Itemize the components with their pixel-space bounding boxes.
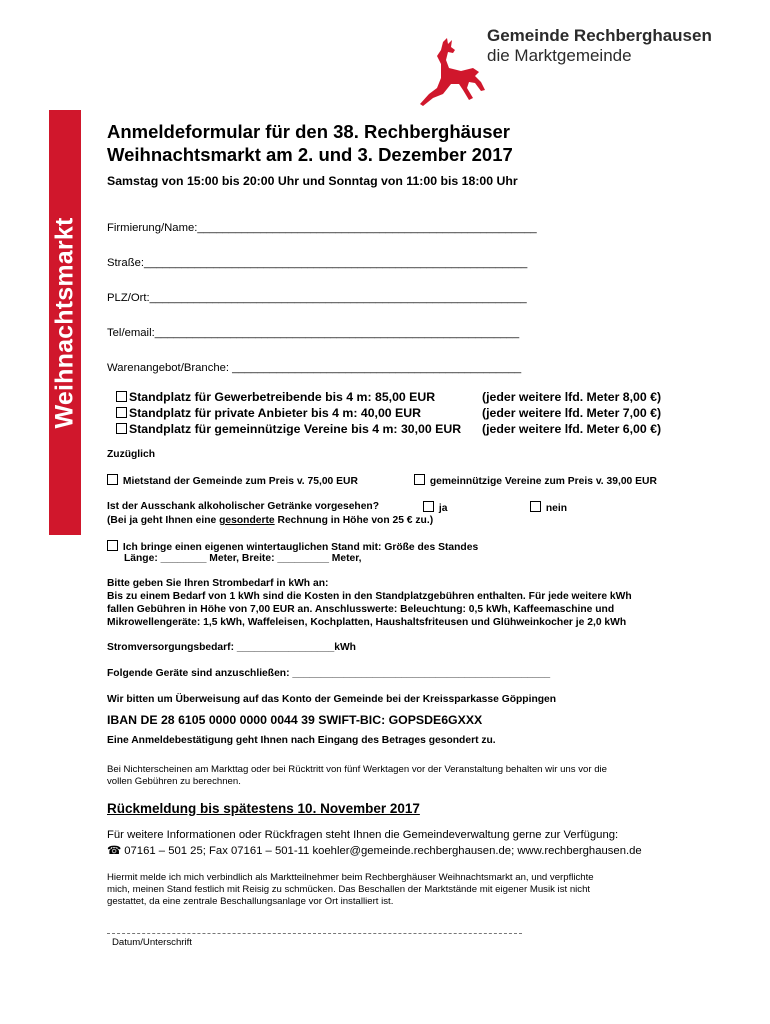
- checkbox[interactable]: [107, 540, 118, 551]
- ausschank-nein-option[interactable]: nein: [530, 501, 567, 514]
- phone-icon: ☎: [107, 845, 122, 857]
- cancel-line-2: vollen Gebühren zu berechnen.: [107, 776, 241, 787]
- standplatz-option-1[interactable]: Standplatz für Gewerbetreibende bis 4 m: 85,00 EUR: [116, 390, 435, 404]
- standplatz-extra-3: (jeder weitere lfd. Meter 6,00 €): [482, 422, 662, 436]
- eigener-stand-option[interactable]: Ich bringe einen eigenen wintertauglichen Stand mit: Größe des Standes: [107, 540, 478, 553]
- signature-line[interactable]: [107, 933, 522, 934]
- geraete-field[interactable]: Folgende Geräte sind anzuschließen: _____________________________________________: [107, 668, 551, 679]
- strombedarf-field[interactable]: Stromversorgungsbedarf: _________________kWh: [107, 642, 356, 653]
- checkbox[interactable]: [116, 407, 127, 418]
- municipality-tagline: die Marktgemeinde: [487, 46, 632, 65]
- declaration-line-1: Hiermit melde ich mich verbindlich als Marktteilnehmer beim Rechberghäuser Weihnachtsmarkt an, und verpflichte: [107, 872, 594, 883]
- bank-intro: Wir bitten um Überweisung auf das Konto der Gemeinde bei der Kreissparkasse Göppingen: [107, 694, 557, 705]
- strom-intro: Bitte geben Sie Ihren Strombedarf in kWh an:: [107, 578, 329, 589]
- strom-line-3: fallen Gebühren in Höhe von 7,00 EUR an. Anschlusswerte: Beleuchtung: 0,5 kWh, Kaffeemaschine und: [107, 604, 615, 615]
- declaration-line-3: gestattet, da eine zentrale Beschallungsanlage vor Ort installiert ist.: [107, 896, 394, 907]
- standplatz-option-3[interactable]: Standplatz für gemeinnützige Vereine bis 4 m: 30,00 EUR: [116, 422, 461, 436]
- zuzueglich-label: Zuzüglich: [107, 449, 156, 460]
- field-warenangebot[interactable]: Warenangebot/Branche: ______________________________________________: [107, 362, 522, 374]
- deer-logo: [415, 38, 485, 108]
- stand-groesse[interactable]: Länge: ________ Meter, Breite: _________ Meter,: [124, 553, 362, 564]
- confirmation-note: Eine Anmeldebestätigung geht Ihnen nach Eingang des Betrages gesondert zu.: [107, 735, 496, 746]
- declaration-line-2: mich, meinen Stand festlich mit Reisig zu schmücken. Das Beschallen der Marktstände mit eigener Musik ist nicht: [107, 884, 591, 895]
- deadline: Rückmeldung bis spätestens 10. November 2017: [107, 801, 420, 816]
- field-tel-email[interactable]: Tel/email:__________________________________________________________: [107, 327, 520, 339]
- ausschank-note: (Bei ja geht Ihnen eine gesonderte Rechnung in Höhe von 25 € zu.): [107, 515, 434, 526]
- event-times: Samstag von 15:00 bis 20:00 Uhr und Sonntag von 11:00 bis 18:00 Uhr: [107, 174, 518, 188]
- info-line-1: Für weitere Informationen oder Rückfragen steht Ihnen die Gemeindeverwaltung gerne zur Verfügung:: [107, 829, 619, 841]
- standplatz-option-2[interactable]: Standplatz für private Anbieter bis 4 m: 40,00 EUR: [116, 406, 421, 420]
- field-strasse[interactable]: Straße:_____________________________________________________________: [107, 257, 528, 269]
- ausschank-question: Ist der Ausschank alkoholischer Getränke vorgesehen?: [107, 501, 380, 512]
- checkbox[interactable]: [423, 501, 434, 512]
- side-banner-label: Weihnachtsmarkt: [50, 217, 79, 428]
- info-line-2: ☎ 07161 – 501 25; Fax 07161 – 501-11 koehler@gemeinde.rechberghausen.de; www.rechberghausen.de: [107, 845, 642, 857]
- field-plz-ort[interactable]: PLZ/Ort:____________________________________________________________: [107, 292, 527, 304]
- checkbox[interactable]: [116, 391, 127, 402]
- bank-details: IBAN DE 28 6105 0000 0000 0044 39 SWIFT-BIC: GOPSDE6GXXX: [107, 713, 483, 727]
- vereine-option[interactable]: gemeinnützige Vereine zum Preis v. 39,00 EUR: [414, 474, 657, 487]
- title-line-2: Weihnachtsmarkt am 2. und 3. Dezember 2017: [107, 144, 513, 165]
- checkbox[interactable]: [107, 474, 118, 485]
- checkbox[interactable]: [530, 501, 541, 512]
- municipality-name: Gemeinde Rechberghausen: [487, 26, 712, 45]
- field-firma[interactable]: Firmierung/Name:______________________________________________________: [107, 222, 537, 234]
- side-banner: [49, 110, 81, 535]
- standplatz-extra-1: (jeder weitere lfd. Meter 8,00 €): [482, 390, 662, 404]
- signature-label: Datum/Unterschrift: [112, 937, 192, 948]
- checkbox[interactable]: [414, 474, 425, 485]
- checkbox[interactable]: [116, 423, 127, 434]
- title-line-1: Anmeldeformular für den 38. Rechberghäuser: [107, 121, 510, 142]
- standplatz-extra-2: (jeder weitere lfd. Meter 7,00 €): [482, 406, 662, 420]
- ausschank-ja-option[interactable]: ja: [423, 501, 447, 514]
- strom-line-2: Bis zu einem Bedarf von 1 kWh sind die Kosten in den Standplatzgebühren enthalten. Für jede weitere kWh: [107, 591, 632, 602]
- cancel-line-1: Bei Nichterscheinen am Markttag oder bei Rücktritt von fünf Werktagen vor der Veranstaltung behalten wir uns vor die: [107, 764, 608, 775]
- page-title: [107, 120, 513, 166]
- strom-line-4: Mikrowellengeräte: 1,5 kWh, Waffeleisen, Kochplatten, Haushaltsfriteusen und Glühweinkocher je 2,0 kWh: [107, 617, 627, 628]
- mietstand-option[interactable]: Mietstand der Gemeinde zum Preis v. 75,00 EUR: [107, 474, 358, 487]
